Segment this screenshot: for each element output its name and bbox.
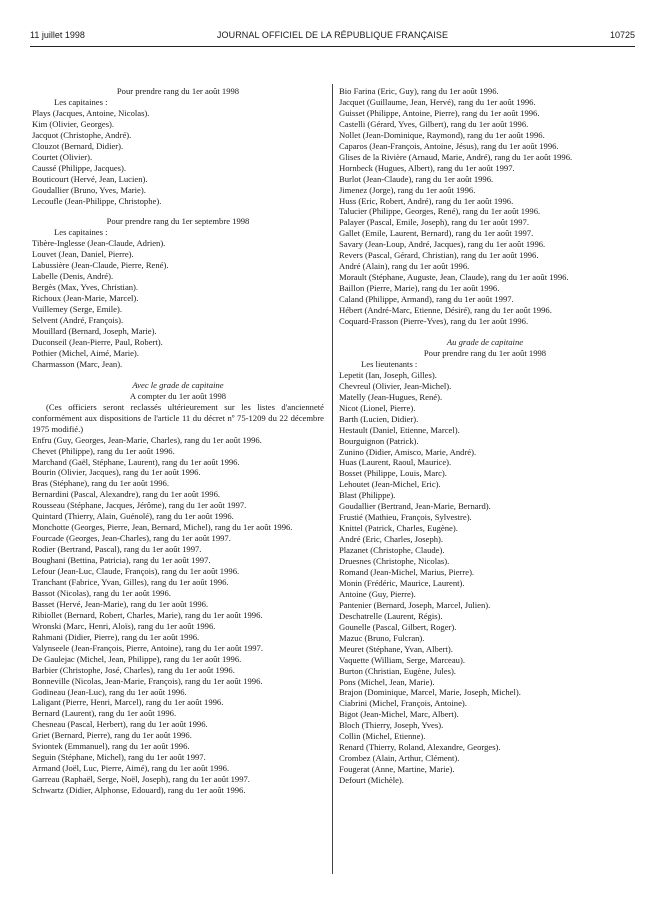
list-item: Monin (Frédéric, Maurice, Laurent).: [339, 577, 465, 588]
list-item: Hornbeck (Hugues, Albert), rang du 1er août 1997.: [339, 162, 515, 173]
list-item: Bonneville (Nicolas, Jean-Marie, François), rang du 1er août 1996.: [32, 675, 263, 686]
list-item: Basset (Hervé, Jean-Marie), rang du 1er août 1996.: [32, 598, 209, 609]
list-item: Monchotte (Georges, Pierre, Jean, Bernard, Michel), rang du 1er août 1996.: [32, 522, 293, 533]
list-item: Antoine (Guy, Pierre).: [339, 588, 416, 599]
list-item: Chevreul (Olivier, Jean-Michel).: [339, 380, 452, 391]
list-item: Tibère-Inglesse (Jean-Claude, Adrien).: [32, 238, 166, 249]
section-heading: A compter du 1er août 1998: [129, 390, 227, 401]
list-item: Goudallier (Bertrand, Jean-Marie, Bernard).: [339, 501, 491, 512]
list-item: Bourin (Olivier, Jacques), rang du 1er août 1996.: [32, 467, 201, 478]
list-item: Bouticourt (Hervé, Jean, Lucien).: [32, 173, 148, 184]
list-item: Bio Farina (Eric, Guy), rang du 1er août 1996.: [339, 86, 499, 96]
list-item: Kim (Olivier, Georges).: [32, 118, 115, 129]
list-item: Labussière (Jean-Claude, Pierre, René).: [32, 260, 169, 271]
list-item: Godineau (Jean-Luc), rang du 1er août 1996.: [32, 686, 187, 697]
list-item: Vuillemey (Serge, Emile).: [32, 304, 123, 315]
list-item: Blast (Philippe).: [339, 490, 396, 501]
list-item: Bassot (Nicolas), rang du 1er août 1996.: [32, 587, 171, 598]
list-item: Pothier (Michel, Aimé, Marie).: [32, 347, 139, 358]
section-heading: Au grade de capitaine: [446, 336, 524, 347]
list-item: Sviontek (Emmanuel), rang du 1er août 1996.: [32, 741, 190, 752]
list-item: Jimenez (Jorge), rang du 1er août 1996.: [339, 184, 476, 195]
list-item: Romand (Jean-Michel, Marius, Pierre).: [339, 566, 475, 577]
list-item: De Gaulejac (Michel, Jean, Philippe), rang du 1er août 1996.: [32, 653, 242, 664]
list-item: Wronski (Marc, Henri, Aloïs), rang du 1er août 1996.: [32, 620, 216, 631]
list-item: André (Alain), rang du 1er août 1996.: [339, 261, 470, 272]
list-item: Pons (Michel, Jean, Marie).: [339, 676, 435, 687]
list-item: Collin (Michel, Etienne).: [339, 731, 426, 742]
list-item: Duconseil (Jean-Pierre, Paul, Robert).: [32, 336, 163, 347]
list-item: Quintard (Thierry, Alain, Guénolé), rang du 1er août 1996.: [32, 511, 234, 522]
list-item: Selvent (André, François).: [32, 315, 124, 326]
list-item: Coquard-Frasson (Pierre-Yves), rang du 1er août 1996.: [339, 316, 529, 327]
list-item: Gounelle (Pascal, Gilbert, Roger).: [339, 621, 457, 632]
list-item: Ribiollet (Bernard, Robert, Charles, Marie), rang du 1er août 1996.: [32, 609, 263, 620]
list-item: Savary (Jean-Loup, André, Jacques), rang du 1er août 1996.: [339, 239, 546, 250]
list-item: Rousseau (Stéphane, Jacques, Jérôme), rang du 1er août 1997.: [32, 500, 247, 511]
list-item: Talucier (Philippe, Georges, René), rang du 1er août 1996.: [339, 206, 541, 217]
list-item: Meuret (Stéphane, Yvan, Albert).: [339, 643, 453, 654]
list-item: Bloch (Thierry, Joseph, Yves).: [339, 720, 444, 731]
list-item: Tranchant (Fabrice, Yvan, Gilles), rang du 1er août 1996.: [32, 576, 229, 587]
list-item: Revers (Pascal, Gérard, Christian), rang du 1er août 1996.: [339, 250, 539, 261]
list-item: Hestault (Daniel, Etienne, Marcel).: [339, 424, 460, 435]
list-item: Burton (Christian, Eugène, Jules).: [339, 665, 456, 676]
list-item: Goudallier (Bruno, Yves, Marie).: [32, 184, 146, 195]
list-label: Les lieutenants :: [361, 358, 418, 369]
list-item: Labelle (Denis, André).: [32, 271, 114, 282]
list-item: Renard (Thierry, Roland, Alexandre, Georges).: [339, 742, 501, 753]
list-label: Les capitaines :: [54, 96, 108, 107]
list-item: Fourcade (Georges, Jean-Charles), rang du 1er août 1997.: [32, 533, 231, 544]
list-item: Chesneau (Pascal, Herbert), rang du 1er août 1996.: [32, 719, 208, 730]
list-item: Gallet (Emile, Laurent, Bernard), rang du 1er août 1997.: [339, 228, 534, 239]
list-item: Zunino (Didier, Amisco, Marie, André).: [339, 446, 477, 457]
list-item: Jacquet (Guillaume, Jean, Hervé), rang du 1er août 1996.: [339, 96, 536, 107]
list-item: Druesnes (Christophe, Nicolas).: [339, 556, 450, 567]
column-divider: [332, 84, 333, 874]
list-item: Palayer (Pascal, Emile, Joseph), rang du 1er août 1997.: [339, 217, 529, 228]
list-item: Hébert (André-Marc, Etienne, Désiré), rang du 1er août 1996.: [339, 305, 552, 316]
list-item: Valynseele (Jean-François, Pierre, Antoine), rang du 1er août 1997.: [32, 642, 264, 653]
list-item: Chevet (Philippe), rang du 1er août 1996.: [32, 445, 175, 456]
list-item: Deschatrelle (Laurent, Régis).: [339, 610, 443, 621]
list-item: Bourguignon (Patrick).: [339, 435, 419, 446]
list-item: Caparos (Jean-François, Antoine, Jésus), rang du 1er août 1996.: [339, 140, 559, 151]
list-item: Seguin (Stéphane, Michel), rang du 1er août 1997.: [32, 752, 206, 763]
right-column: [339, 86, 631, 786]
list-item: Nicot (Lionel, Pierre).: [339, 402, 416, 413]
list-item: Jacquot (Christophe, André).: [32, 129, 132, 140]
list-item: Schwartz (Didier, Alphonse, Edouard), rang du 1er août 1996.: [32, 785, 246, 796]
list-item: Bosset (Philippe, Louis, Marc).: [339, 468, 447, 479]
list-item: Crombez (Alain, Arthur, Clément).: [339, 753, 460, 764]
list-item: Rodier (Bertrand, Pascal), rang du 1er août 1997.: [32, 544, 202, 555]
list-item: Bernardini (Pascal, Alexandre), rang du 1er août 1996.: [32, 489, 221, 500]
list-item: Barbier (Christophe, José, Charles), rang du 1er août 1996.: [32, 664, 235, 675]
list-item: Nollet (Jean-Dominique, Raymond), rang du 1er août 1996.: [339, 129, 545, 140]
list-item: Courtet (Olivier).: [32, 151, 93, 162]
list-item: Barth (Lucien, Didier).: [339, 413, 419, 424]
list-item: Mazuc (Bruno, Fulcran).: [339, 632, 425, 643]
list-item: Castelli (Gérard, Yves, Gilbert), rang du 1er août 1996.: [339, 118, 529, 129]
section-heading: Avec le grade de capitaine: [132, 379, 224, 390]
list-item: Baillon (Pierre, Marie), rang du 1er août 1996.: [339, 283, 500, 294]
header-date: 11 juillet 1998: [30, 30, 85, 40]
list-item: Griet (Bernard, Pierre), rang du 1er août 1996.: [32, 730, 192, 741]
list-item: Marchand (Gaël, Stéphane, Laurent), rang du 1er août 1996.: [32, 456, 240, 467]
note-paragraph: (Ces officiers seront reclassés ultérieurement sur les listes d'ancienneté conformément aux dispositions de l'article 11 du décret nº 75-1209 du 22 décembre 1975 modifié.): [32, 401, 324, 434]
list-item: Knittel (Patrick, Charles, Eugène).: [339, 523, 458, 534]
page-header: [30, 30, 635, 44]
section-heading: Pour prendre rang du 1er août 1998: [423, 347, 547, 358]
list-item: Guisset (Philippe, Antoine, Pierre), rang du 1er août 1996.: [339, 107, 540, 118]
list-label: Les capitaines :: [54, 227, 108, 238]
list-item: Vaquette (William, Serge, Marceau).: [339, 654, 465, 665]
list-item: Caland (Philippe, Armand), rang du 1er août 1997.: [339, 294, 514, 305]
list-item: Boughani (Bettina, Patricia), rang du 1er août 1997.: [32, 555, 211, 566]
list-item: Lepetit (Ian, Joseph, Gilles).: [339, 369, 437, 380]
list-item: Fougerat (Anne, Martine, Marie).: [339, 764, 455, 775]
list-item: Pantenier (Bernard, Joseph, Marcel, Julien).: [339, 599, 491, 610]
list-item: Mouillard (Bernard, Joseph, Marie).: [32, 326, 157, 337]
list-item: Armand (Joël, Luc, Pierre, Aimé), rang du 1er août 1996.: [32, 763, 230, 774]
list-item: Enfru (Guy, Georges, Jean-Marie, Charles), rang du 1er août 1996.: [32, 434, 262, 445]
list-item: Lecoufle (Jean-Philippe, Christophe).: [32, 195, 162, 206]
list-item: Defourt (Michèle).: [339, 775, 404, 786]
list-item: Lehoutet (Jean-Michel, Eric).: [339, 479, 441, 490]
header-rule: [30, 46, 635, 47]
section-heading: Pour prendre rang du 1er septembre 1998: [106, 216, 250, 227]
list-item: Huas (Laurent, Raoul, Maurice).: [339, 457, 452, 468]
list-item: Garreau (Raphaël, Serge, Noël, Joseph), rang du 1er août 1997.: [32, 774, 250, 785]
list-item: Plazanet (Christophe, Claude).: [339, 545, 445, 556]
list-item: Bergès (Max, Yves, Christian).: [32, 282, 139, 293]
list-item: Matelly (Jean-Hugues, René).: [339, 391, 443, 402]
list-item: Burlot (Jean-Claude), rang du 1er août 1996.: [339, 173, 494, 184]
list-item: Plays (Jacques, Antoine, Nicolas).: [32, 107, 150, 118]
list-item: Bigot (Jean-Michel, Marc, Albert).: [339, 709, 459, 720]
list-item: Louvet (Jean, Daniel, Pierre).: [32, 249, 134, 260]
list-item: Charmasson (Marc, Jean).: [32, 358, 123, 369]
list-item: Clouzot (Bernard, Didier).: [32, 140, 124, 151]
list-item: Richoux (Jean-Marie, Marcel).: [32, 293, 139, 304]
header-page-number: 10725: [609, 30, 635, 40]
list-item: André (Eric, Charles, Joseph).: [339, 534, 444, 545]
list-item: Frustié (Mathieu, François, Sylvestre).: [339, 512, 472, 523]
list-item: Laligant (Pierre, Henri, Marcel), rang du 1er août 1996.: [32, 697, 224, 708]
header-title: JOURNAL OFFICIEL DE LA RÉPUBLIQUE FRANÇAISE: [216, 30, 449, 40]
list-item: Bras (Stéphane), rang du 1er août 1996.: [32, 478, 169, 489]
list-item: Lefour (Jean-Luc, Claude, François), rang du 1er août 1996.: [32, 566, 240, 577]
list-item: Ciabrini (Michel, François, Antoine).: [339, 698, 467, 709]
list-item: Huss (Eric, Robert, André), rang du 1er août 1996.: [339, 195, 514, 206]
list-item: Brajon (Dominique, Marcel, Marie, Joseph, Michel).: [339, 687, 521, 698]
list-item: Bernard (Laurent), rang du 1er août 1996.: [32, 708, 177, 719]
list-item: Rahmani (Didier, Pierre), rang du 1er août 1996.: [32, 631, 200, 642]
list-item: Morault (Stéphane, Auguste, Jean, Claude), rang du 1er août 1996.: [339, 272, 569, 283]
section-heading: Pour prendre rang du 1er août 1998: [116, 86, 240, 96]
left-column: [32, 86, 324, 796]
list-item: Glises de la Rivière (Arnaud, Marie, André), rang du 1er août 1996.: [339, 151, 573, 162]
list-item: Caussé (Philippe, Jacques).: [32, 162, 127, 173]
